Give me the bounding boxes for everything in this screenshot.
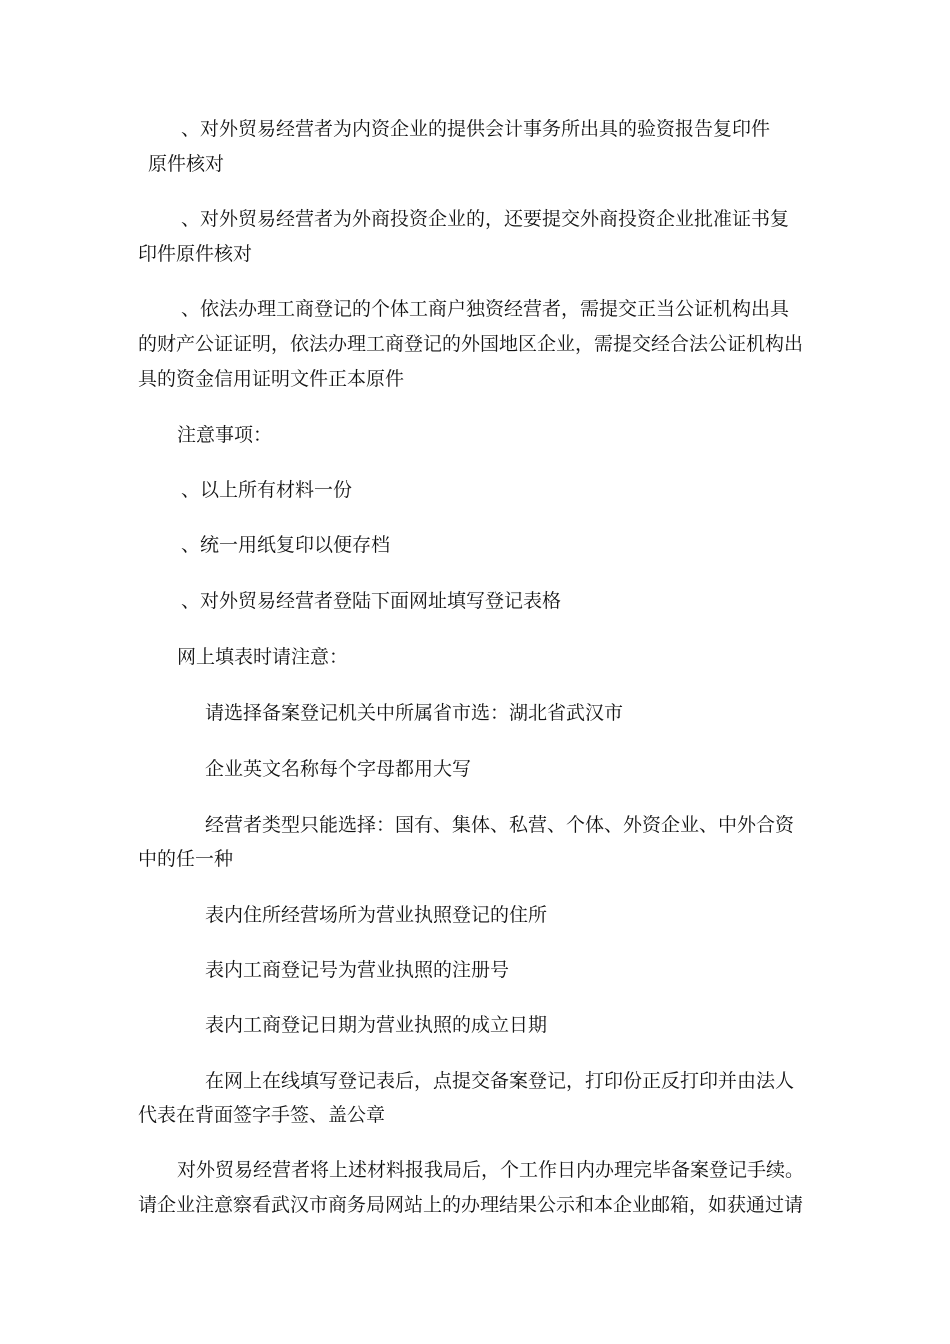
paragraph-2-line-1: 、对外贸易经营者为外商投资企业的，还要提交外商投资企业批准证书复 xyxy=(181,208,790,230)
note-item-2: 、统一用纸复印以便存档 xyxy=(181,534,391,556)
paragraph-1-line-2: 原件核对 xyxy=(148,153,225,175)
paragraph-1-line-1: 、对外贸易经营者为内资企业的提供会计事务所出具的验资报告复印件 xyxy=(181,118,771,140)
note-item-3: 、对外贸易经营者登陆下面网址填写登记表格 xyxy=(181,590,562,612)
paragraph-3-line-1: 、依法办理工商登记的个体工商户独资经营者，需提交正当公证机构出具 xyxy=(181,298,790,320)
online-note-3-line-2: 中的任一种 xyxy=(138,848,234,870)
closing-paragraph-line-2: 请企业注意察看武汉市商务局网站上的办理结果公示和本企业邮箱，如获通过请 xyxy=(138,1194,804,1216)
paragraph-3-line-2: 的财产公证证明，依法办理工商登记的外国地区企业，需提交经合法公证机构出 xyxy=(138,333,804,355)
online-note-2: 企业英文名称每个字母都用大写 xyxy=(205,758,472,780)
paragraph-3-line-3: 具的资金信用证明文件正本原件 xyxy=(138,368,405,390)
online-note-1: 请选择备案登记机关中所属省市选：湖北省武汉市 xyxy=(205,702,624,724)
online-form-heading: 网上填表时请注意： xyxy=(177,646,349,668)
online-note-7-line-2: 代表在背面签字手签、盖公章 xyxy=(138,1104,386,1126)
online-note-6: 表内工商登记日期为营业执照的成立日期 xyxy=(205,1014,548,1036)
online-note-3-line-1: 经营者类型只能选择：国有、集体、私营、个体、外资企业、中外合资 xyxy=(205,814,795,836)
online-note-5: 表内工商登记号为营业执照的注册号 xyxy=(205,959,510,981)
online-note-7-line-1: 在网上在线填写登记表后，点提交备案登记，打印份正反打印并由法人 xyxy=(205,1070,795,1092)
closing-paragraph-line-1: 对外贸易经营者将上述材料报我局后，个工作日内办理完毕备案登记手续。 xyxy=(177,1159,805,1181)
notes-heading: 注意事项： xyxy=(177,424,273,446)
note-item-1: 、以上所有材料一份 xyxy=(181,479,353,501)
paragraph-2-line-2: 印件原件核对 xyxy=(138,243,253,265)
online-note-4: 表内住所经营场所为营业执照登记的住所 xyxy=(205,904,548,926)
